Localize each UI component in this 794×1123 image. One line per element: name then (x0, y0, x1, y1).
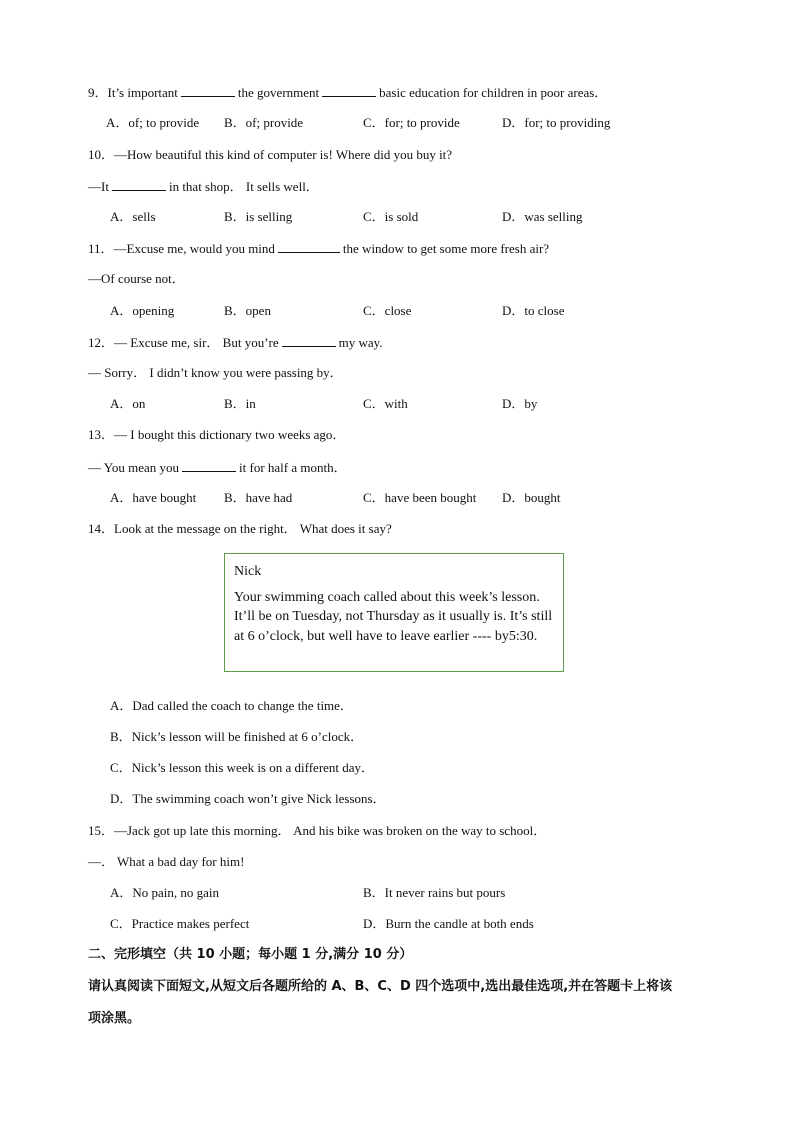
option-b: B．have had (224, 490, 293, 505)
answer-blank (322, 84, 376, 97)
option-a: A．sells (110, 209, 156, 224)
option-a: A．opening (110, 303, 175, 318)
option-b: B．is selling (224, 209, 293, 224)
option-b: B．of; provide (224, 115, 304, 130)
section-instructions-cont: 项涂黑。 (88, 1011, 141, 1026)
message-box (224, 553, 564, 672)
option-d: D．bought (502, 490, 561, 505)
option-b: B．open (224, 303, 271, 318)
option-d: D．The swimming coach won’t give Nick lessons． (110, 791, 386, 806)
option-a: A．of; to provide (106, 115, 200, 130)
option-c: C．close (363, 303, 412, 318)
option-c: C．have been bought (363, 490, 477, 505)
option-b: B．in (224, 396, 256, 411)
question-10-stem: 10．—How beautiful this kind of computer is! Where did you buy it? (88, 147, 453, 162)
option-d: D．by (502, 396, 538, 411)
question-10-reply: —It in that shop． It sells well． (88, 179, 319, 194)
answer-blank (282, 334, 336, 347)
option-d: D．to close (502, 303, 565, 318)
option-a: A．have bought (110, 490, 197, 505)
option-d: D．Burn the candle at both ends (363, 916, 534, 931)
option-a: A．No pain, no gain (110, 885, 220, 900)
option-d: D．for; to providing (502, 115, 611, 130)
question-12-reply: — Sorry． I didn’t know you were passing by． (88, 365, 343, 380)
question-12-stem: 12．— Excuse me, sir． But you’re my way. (88, 335, 383, 350)
option-c: C．for; to provide (363, 115, 460, 130)
option-c: C．Nick’s lesson this week is on a different day． (110, 760, 375, 775)
question-15-stem: 15．—Jack got up late this morning． And his bike was broken on the way to school． (88, 823, 547, 838)
option-c: C．is sold (363, 209, 419, 224)
question-14-stem: 14．Look at the message on the right． What does it say? (88, 521, 392, 536)
message-recipient: Nick (234, 564, 262, 579)
option-a: A．on (110, 396, 146, 411)
option-a: A．Dad called the coach to change the time． (110, 698, 353, 713)
answer-blank (182, 459, 236, 472)
message-body: Your swimming coach called about this week’s lesson. It’ll be on Tuesday, not Thursday as it usually is. It’s still at 6 o’clock, but well have to leave earlier ---- by5:30. (234, 589, 553, 644)
section-instructions: 请认真阅读下面短文,从短文后各题所给的 A、B、C、D 四个选项中,选出最佳选项,并在答题卡上将该 (88, 979, 673, 994)
answer-blank (181, 84, 235, 97)
question-15-reply: —． What a bad day for him! (88, 854, 245, 869)
answer-blank (112, 178, 166, 191)
option-b: B．Nick’s lesson will be finished at 6 o’clock． (110, 729, 364, 744)
option-c: C．with (363, 396, 408, 411)
question-9-stem: 9．It’s important the government basic education for children in poor areas． (88, 85, 608, 100)
question-13-reply: — You mean you it for half a month． (88, 460, 347, 475)
question-11-reply: —Of course not． (88, 271, 185, 286)
option-c: C．Practice makes perfect (110, 916, 250, 931)
question-11-stem: 11．—Excuse me, would you mind the window to get some more fresh air? (88, 241, 550, 256)
answer-blank (278, 240, 340, 253)
question-13-stem: 13．— I bought this dictionary two weeks ago． (88, 427, 346, 442)
section-title: 二、完形填空（共 10 小题；每小题 1 分,满分 10 分） (88, 947, 413, 962)
option-d: D．was selling (502, 209, 583, 224)
option-b: B．It never rains but pours (363, 885, 506, 900)
